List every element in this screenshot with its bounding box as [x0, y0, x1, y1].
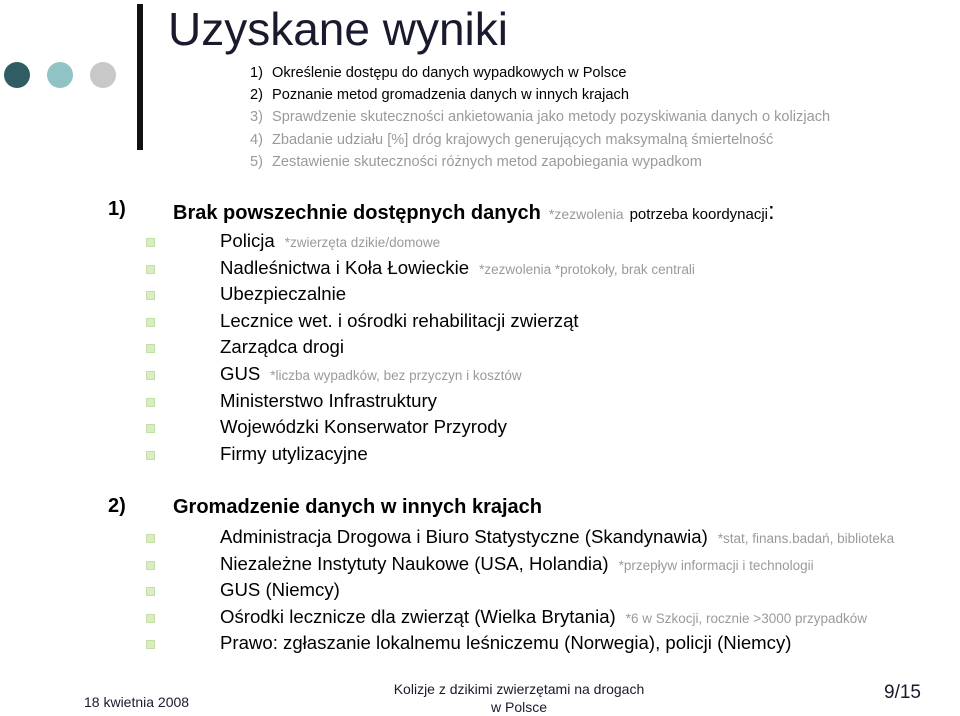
agenda-item-text: Poznanie metod gromadzenia danych w innych krajach: [272, 87, 629, 104]
list-item-text: GUS: [220, 362, 261, 384]
agenda-item: [250, 106, 830, 128]
section1-heading: [173, 198, 775, 226]
bullet-icon: [146, 614, 155, 623]
bullet-icon: [146, 451, 155, 460]
agenda-item-text: Zestawienie skuteczności różnych metod zapobiegania wypadkom: [272, 153, 702, 170]
bullet-icon: [146, 398, 155, 407]
list-item-note: *przepływ informacji i technologii: [618, 557, 814, 573]
list-item-text: Ministerstwo Infrastruktury: [220, 389, 437, 411]
agenda-item: [250, 62, 830, 84]
footer-date: 18 kwietnia 2008: [84, 694, 190, 710]
list-item-text: Ubezpieczalnie: [220, 283, 347, 305]
bullet-icon: [146, 424, 155, 433]
agenda-list: [250, 62, 830, 173]
section1-colon: :: [768, 198, 775, 225]
bullet-icon: [146, 291, 155, 300]
list-item-row: [220, 388, 437, 415]
agenda-item-number: 3): [250, 109, 263, 126]
bullet-icon: [146, 318, 155, 327]
list-item-row: [220, 414, 507, 441]
list-item-text: Prawo: zgłaszanie lokalnemu leśniczemu (Norwegia), policji (Niemcy): [220, 632, 792, 654]
list-item-text: Zarządca drogi: [220, 336, 345, 358]
list-item-row: [220, 361, 522, 390]
title-accent-bar: [137, 4, 143, 150]
list-item-row: [220, 630, 791, 657]
bullet-icon: [146, 371, 155, 380]
list-item-row: [220, 577, 340, 604]
list-item-row: [220, 228, 440, 257]
bullet-icon: [146, 534, 155, 543]
agenda-item-number: 2): [250, 87, 263, 104]
decorative-dot-light: [90, 62, 116, 88]
agenda-item-number: 4): [250, 131, 263, 148]
list-item-text: Niezależne Instytuty Naukowe (USA, Holandia): [220, 552, 609, 574]
agenda-item-text: Zbadanie udziału [%] dróg krajowych generujących maksymalną śmiertelność: [272, 131, 774, 148]
list-item-row: [220, 551, 814, 580]
list-item-text: Wojewódzki Konserwator Przyrody: [220, 416, 507, 438]
agenda-item-text: Określenie dostępu do danych wypadkowych w Polsce: [272, 65, 627, 81]
agenda-item: [250, 84, 830, 106]
list-item-row: [220, 524, 894, 553]
list-item-text: Firmy utylizacyjne: [220, 442, 368, 464]
list-item-row: [220, 281, 346, 308]
list-item-note: *stat, finans.badań, biblioteka: [717, 531, 895, 546]
decorative-dot-mid: [47, 62, 73, 88]
agenda-item-text: Sprawdzenie skuteczności ankietowania jako metody pozyskiwania danych o kolizjach: [272, 109, 831, 126]
list-item-row: [220, 308, 579, 335]
bullet-icon: [146, 561, 155, 570]
list-item-text: Ośrodki lecznicze dla zwierząt (Wielka Brytania): [220, 605, 616, 627]
section1-heading-text: Brak powszechnie dostępnych danych: [173, 202, 541, 224]
agenda-item-number: 5): [250, 153, 263, 170]
list-item-text: GUS (Niemcy): [220, 579, 340, 601]
list-item-text: Policja: [220, 230, 275, 251]
list-item-row: [220, 441, 368, 468]
section2-heading: Gromadzenie danych w innych krajach: [173, 496, 543, 518]
footer-title: [374, 680, 664, 716]
slide-title: Uzyskane wyniki: [168, 3, 508, 55]
agenda-item-number: 1): [250, 65, 263, 81]
bullet-icon: [146, 344, 155, 353]
list-item-text: Lecznice wet. i ośrodki rehabilitacji zwierząt: [220, 309, 579, 331]
footer-title-line2: w Polsce: [490, 699, 548, 715]
decorative-dot-dark: [4, 62, 30, 88]
bullet-icon: [146, 238, 155, 247]
bullet-icon: [146, 265, 155, 274]
section2-number: 2): [108, 495, 126, 517]
list-item-row: [220, 255, 695, 284]
list-item-note: *zwierzęta dzikie/domowe: [284, 235, 441, 250]
bullet-icon: [146, 640, 155, 649]
list-item-note: *liczba wypadków, bez przyczyn i kosztów: [270, 367, 522, 383]
list-item-row: [220, 334, 344, 361]
section1-number: 1): [108, 198, 126, 220]
page-number: 9/15: [884, 682, 921, 703]
list-item-text: Nadleśnictwa i Koła Łowieckie: [220, 256, 470, 278]
list-item-note: *zezwolenia *protokoły, brak centrali: [479, 261, 695, 277]
agenda-item: [250, 129, 830, 151]
list-item-row: [220, 604, 867, 633]
list-item-text: Administracja Drogowa i Biuro Statystyczne (Skandynawia): [220, 526, 708, 547]
bullet-icon: [146, 587, 155, 596]
footer-title-line1: Kolizje z dzikimi zwierzętami na drogach: [393, 681, 645, 697]
section1-note: *zezwolenia: [548, 206, 624, 222]
agenda-item: [250, 151, 830, 173]
section1-note2: potrzeba koordynacji: [629, 206, 769, 223]
list-item-note: *6 w Szkocji, rocznie >3000 przypadków: [625, 610, 868, 626]
